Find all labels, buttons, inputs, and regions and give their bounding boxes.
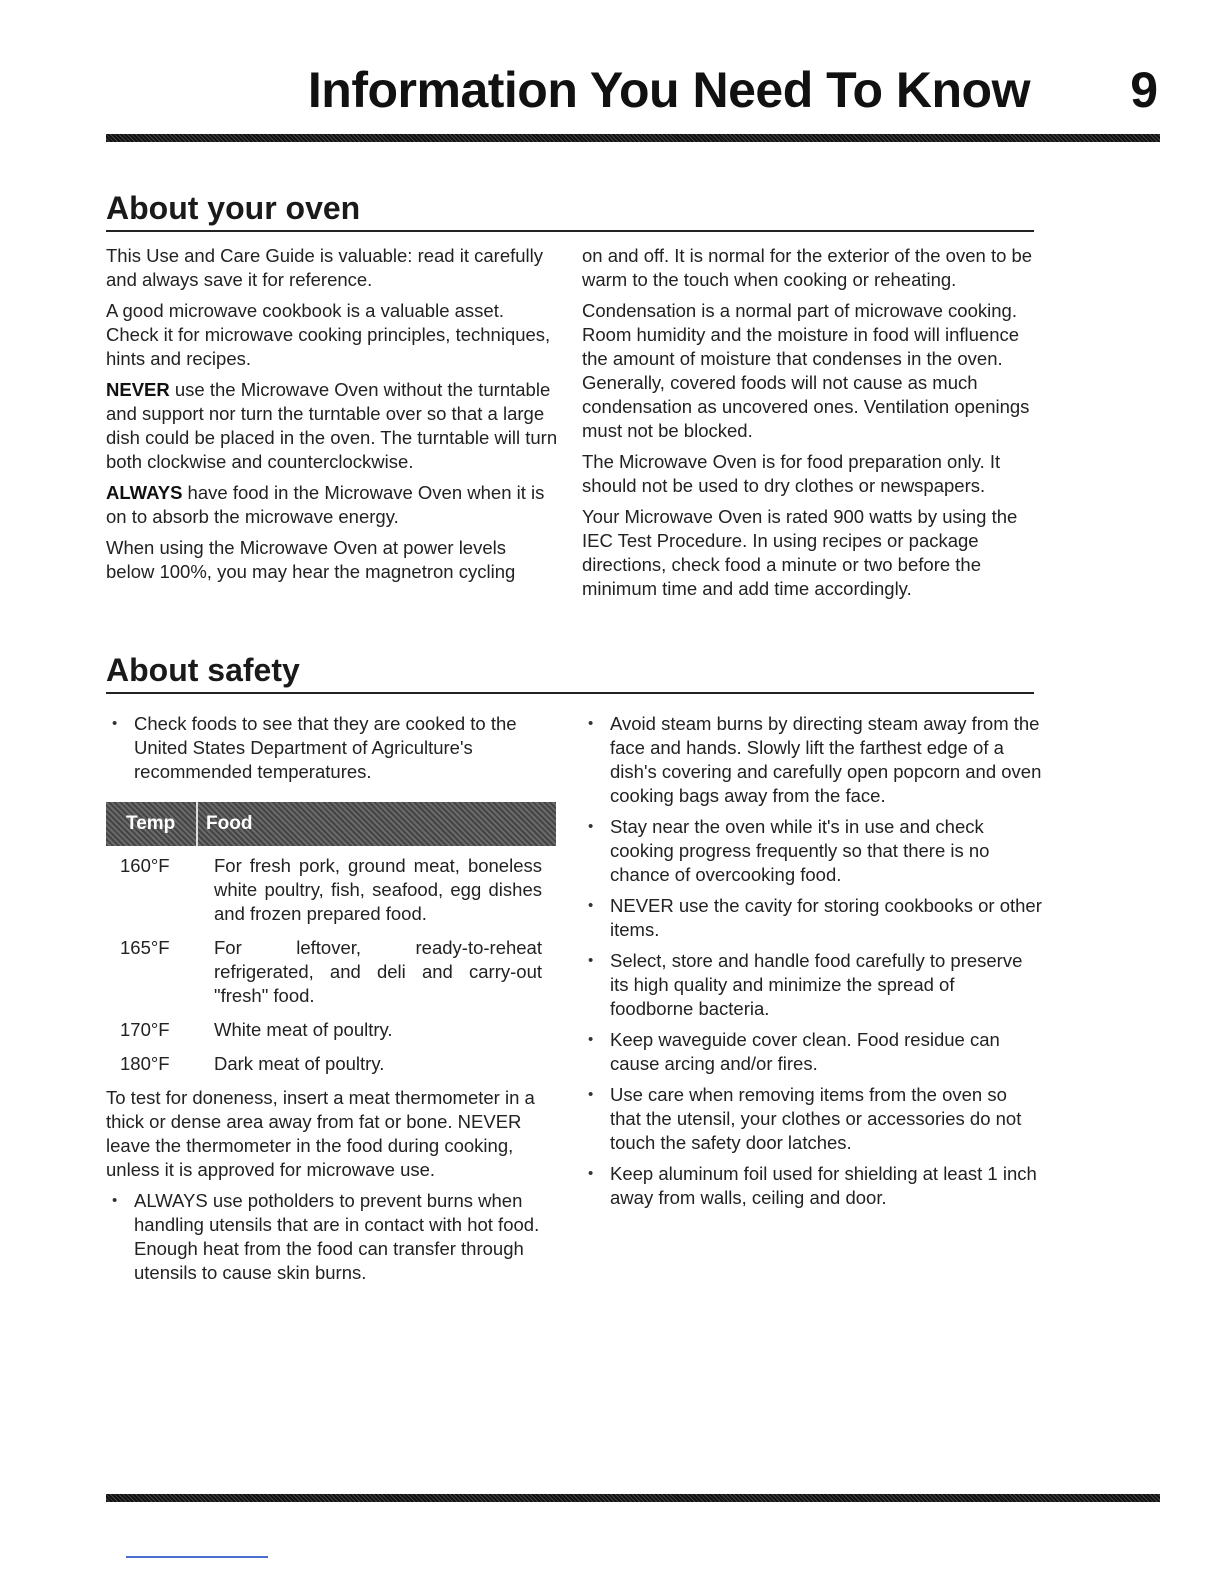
table-header — [106, 802, 556, 846]
cell-food: Dark meat of poultry. — [214, 1053, 385, 1074]
table-row — [106, 1052, 556, 1076]
page-number: 9 — [1130, 62, 1158, 118]
paragraph: Condensation is a normal part of microwave cooking. Room humidity and the moisture in food will influence the amount of moisture that condenses in the oven. Generally, covered foods will not cause as much condensation as uncovered ones. Ventilation openings must not be blocked. — [582, 300, 1030, 441]
paragraph-doneness: To test for doneness, insert a meat thermometer in a thick or dense area away from fat or bone. NEVER leave the thermometer in the food during cooking, unless it is approved for microwave use. — [106, 1087, 535, 1180]
cell-food: For fresh pork, ground meat, boneless white poultry, fish, seafood, egg dishes and frozen prepared food. — [214, 855, 542, 924]
emphasis-never: NEVER — [106, 379, 170, 400]
paragraph: This Use and Care Guide is valuable: read it carefully and always save it for reference. — [106, 245, 544, 290]
paragraph — [106, 481, 558, 529]
cell-temp: 180°F — [120, 1053, 170, 1074]
cell-temp: 160°F — [120, 855, 170, 876]
paragraph: A good microwave cookbook is a valuable asset. Check it for microwave cooking principles, techniques, hints and recipes. — [106, 300, 551, 369]
section-rule-about-safety — [106, 692, 1034, 694]
cell-temp: 165°F — [120, 937, 170, 958]
column-header-food: Food — [206, 813, 253, 834]
list-item: • ALWAYS use potholders to prevent burns when handling utensils that are in contact with hot food. Enough heat from the food can transfer through utensils to cause skin burns. — [106, 1189, 558, 1285]
paragraph: The Microwave Oven is for food preparation only. It should not be used to dry clothes or newspapers. — [582, 451, 1001, 496]
section-rule-about-oven — [106, 230, 1034, 232]
list-item: • Avoid steam burns by directing steam away from the face and hands. Slowly lift the farthest edge of a dish's covering and carefully open popcorn and oven cooking bags away from the face. — [582, 712, 1042, 808]
column-header-temp: Temp — [106, 802, 198, 846]
paragraph-text: have food in the Microwave Oven when it is on to absorb the microwave energy. — [106, 482, 545, 527]
paragraph — [106, 378, 558, 474]
temperature-table — [106, 802, 556, 1076]
about-safety-right-column — [582, 712, 1042, 1217]
table-row — [106, 936, 556, 1008]
about-oven-left-column — [106, 244, 558, 591]
cell-food: White meat of poultry. — [214, 1019, 393, 1040]
page-title: Information You Need To Know — [307, 62, 1030, 118]
emphasis-always: ALWAYS — [106, 482, 183, 503]
list-item: • NEVER use the cavity for storing cookbooks or other items. — [582, 894, 1042, 942]
page-header — [106, 58, 1160, 122]
bullet-list — [582, 712, 1042, 1210]
paragraph: Your Microwave Oven is rated 900 watts by using the IEC Test Procedure. In using recipes or package directions, check food a minute or two before the minimum time and add time accordingly. — [582, 506, 1018, 599]
about-oven-right-column — [582, 244, 1038, 608]
section-title-about-safety: About safety — [106, 652, 300, 688]
paragraph-text: use the Microwave Oven without the turntable and support nor turn the turntable over so that a large dish could be placed in the oven. The turntable will turn both clockwise and counterclockwise. — [106, 379, 558, 472]
cell-temp: 170°F — [120, 1019, 170, 1040]
list-item: • Keep aluminum foil used for shielding at least 1 inch away from walls, ceiling and door. — [582, 1162, 1042, 1210]
bullet-list — [106, 712, 558, 784]
header-rule — [106, 134, 1160, 142]
table-row — [106, 1018, 556, 1042]
list-item: • Select, store and handle food carefully to preserve its high quality and minimize the spread of foodborne bacteria. — [582, 949, 1042, 1021]
list-item: • Stay near the oven while it's in use and check cooking progress frequently so that there is no chance of overcooking food. — [582, 815, 1042, 887]
footer-rule — [106, 1494, 1160, 1502]
paragraph: When using the Microwave Oven at power levels below 100%, you may hear the magnetron cycling — [106, 537, 516, 582]
footer-accent-line — [126, 1556, 268, 1558]
paragraph: on and off. It is normal for the exterior of the oven to be warm to the touch when cooking or reheating. — [582, 245, 1033, 290]
list-item: • Use care when removing items from the oven so that the utensil, your clothes or accessories do not touch the safety door latches. — [582, 1083, 1042, 1155]
bullet-list — [106, 1189, 558, 1285]
section-title-about-oven: About your oven — [106, 190, 361, 226]
list-item: • Check foods to see that they are cooked to the United States Department of Agriculture's recommended temperatures. — [106, 712, 558, 784]
table-row — [106, 854, 556, 926]
cell-food: For leftover, ready-to-reheat refrigerated, and deli and carry-out "fresh" food. — [214, 937, 542, 1006]
about-safety-left-column — [106, 712, 558, 1292]
list-item: • Keep waveguide cover clean. Food residue can cause arcing and/or fires. — [582, 1028, 1042, 1076]
